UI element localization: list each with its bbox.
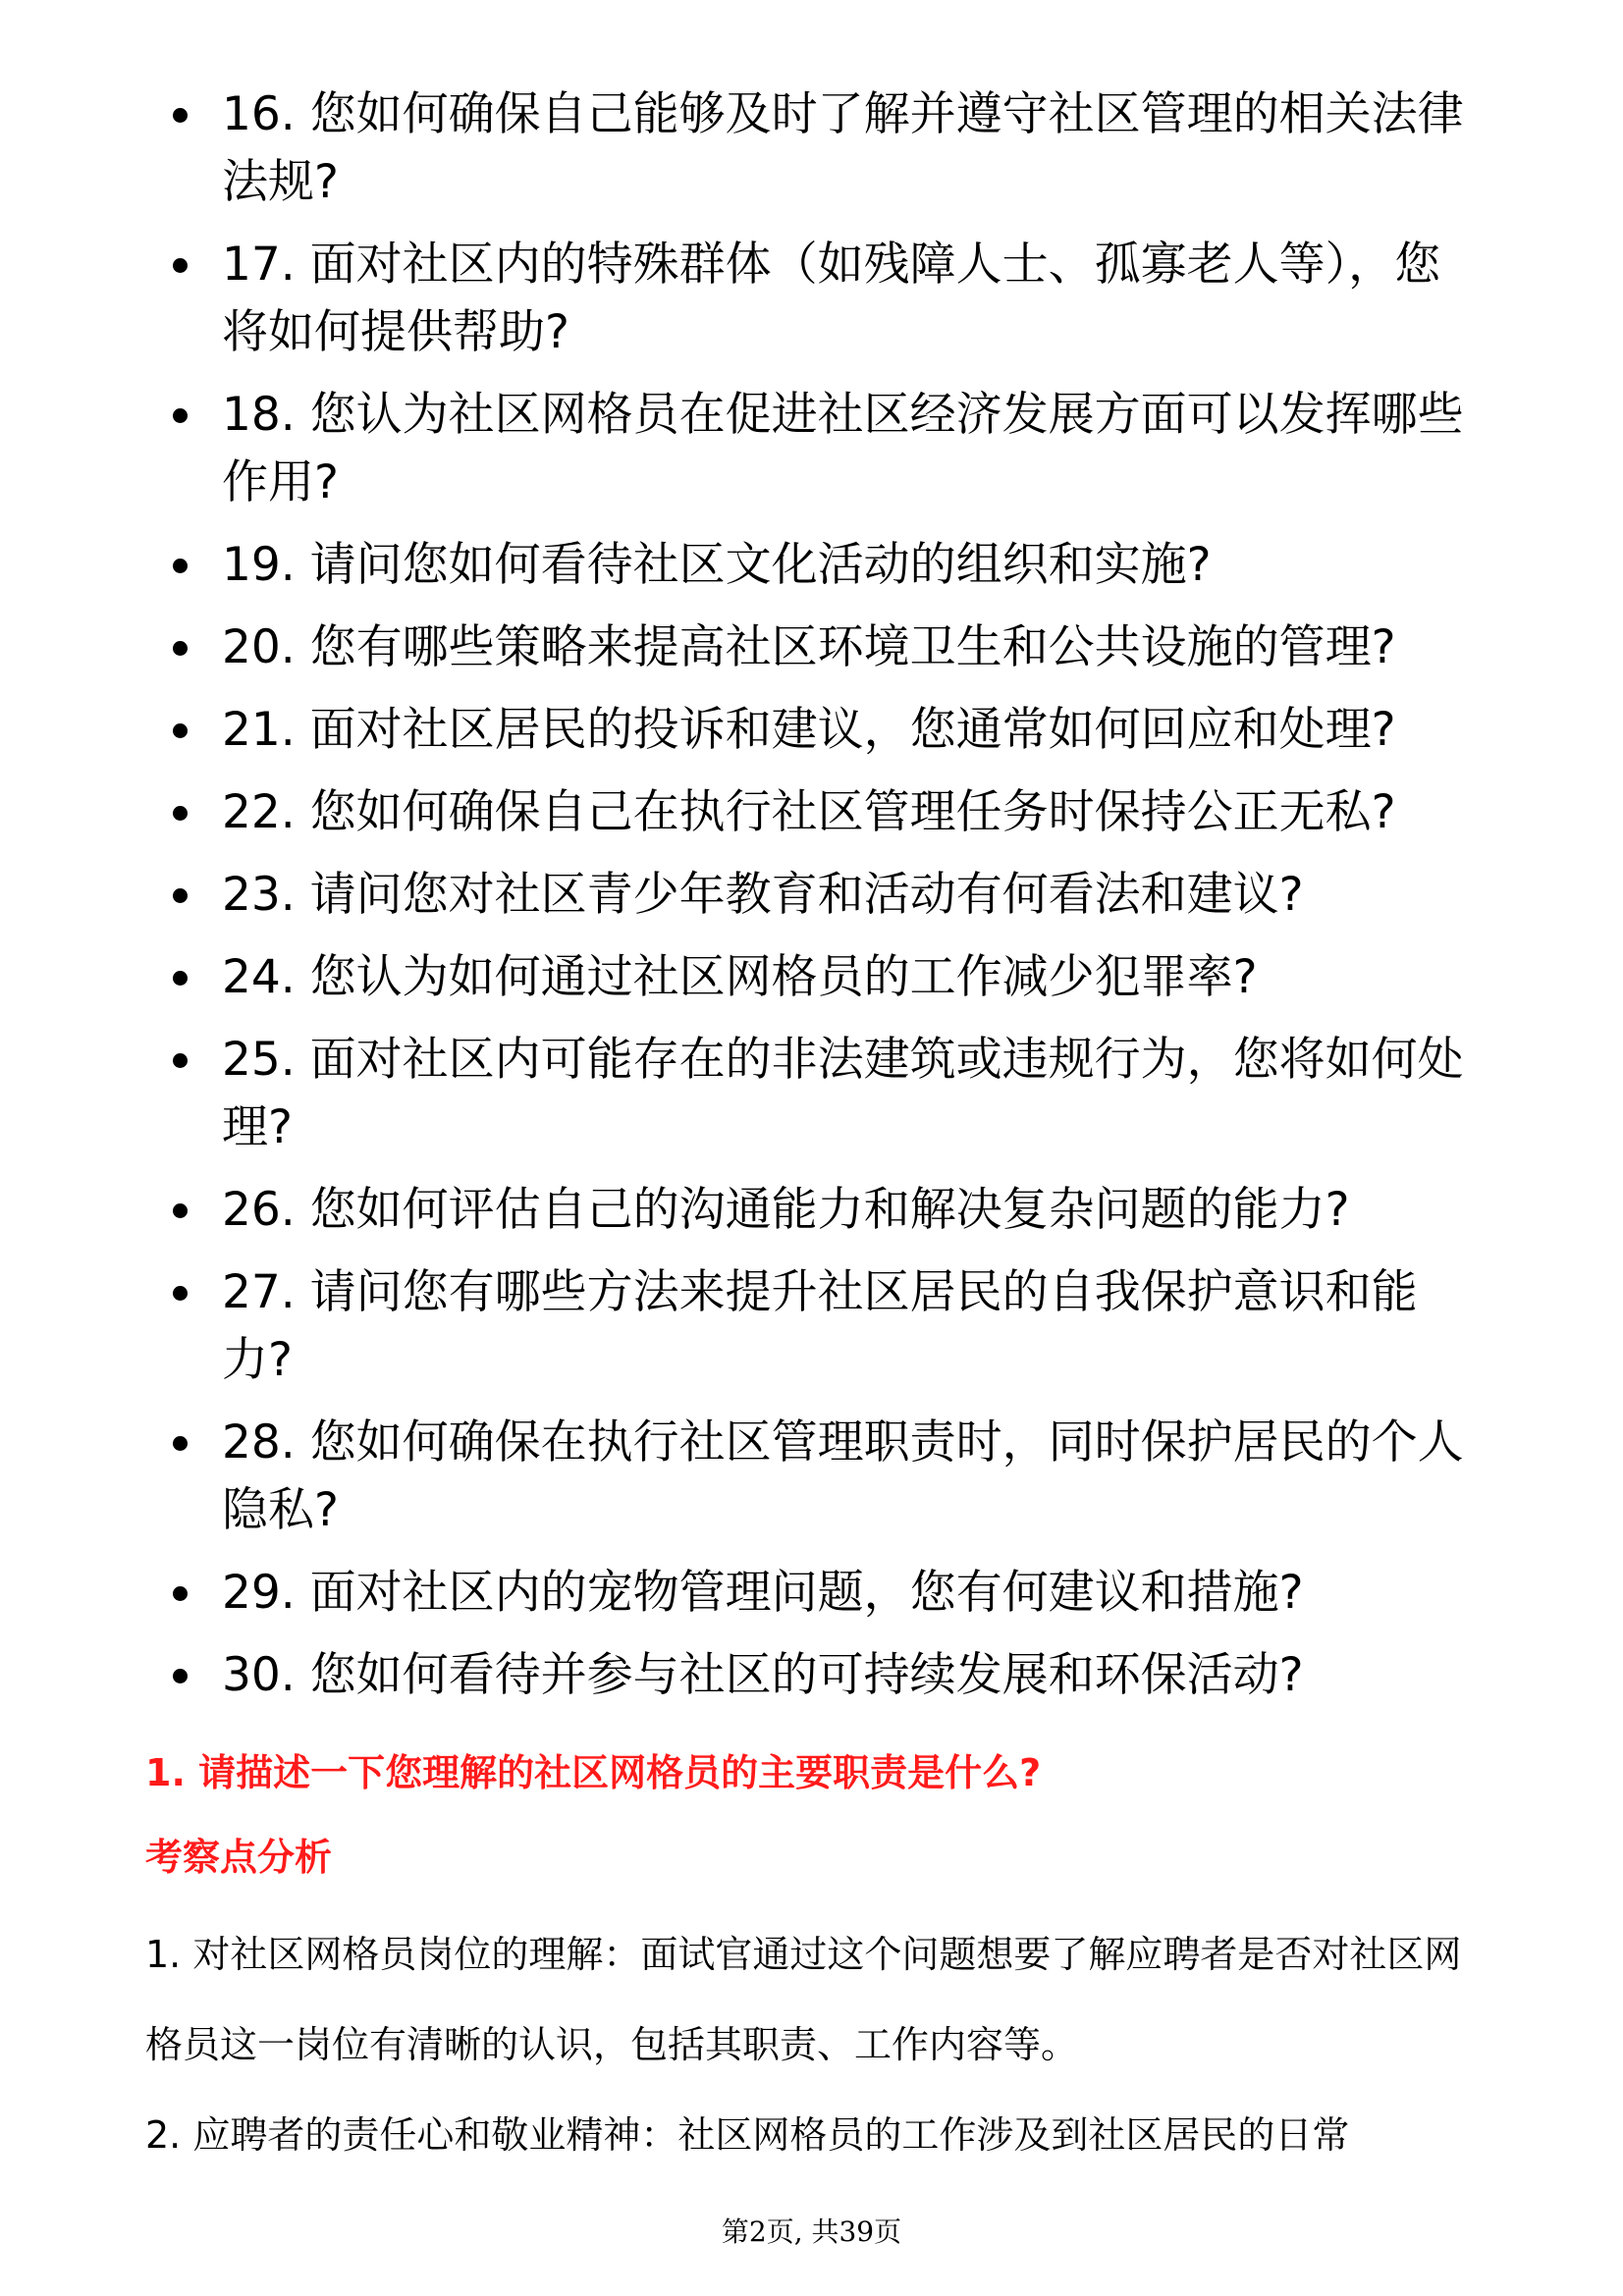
list-item	[169, 80, 1485, 216]
bullet-icon	[173, 641, 188, 656]
bullet-icon	[173, 408, 188, 423]
list-item	[169, 943, 1485, 1011]
list-item	[169, 1026, 1485, 1161]
bullet-icon	[173, 1436, 188, 1451]
bullet-icon	[173, 1669, 188, 1683]
bullet-icon	[173, 806, 188, 821]
list-item	[169, 696, 1485, 764]
bullet-icon	[173, 723, 188, 738]
question-list	[169, 80, 1485, 1724]
analysis-point: 1. 对社区网格员岗位的理解：面试官通过这个问题想要了解应聘者是否对社区网格员这一岗位有清晰的认识，包括其职责、工作内容等。	[145, 1933, 1462, 2066]
analysis-heading: 考察点分析	[145, 1836, 333, 1879]
question-text: 24. 您认为如何通过社区网格员的工作减少犯罪率?	[222, 950, 1258, 1004]
list-item	[169, 1641, 1485, 1709]
question-text: 20. 您有哪些策略来提高社区环境卫生和公共设施的管理?	[222, 620, 1396, 674]
question-text: 26. 您如何评估自己的沟通能力和解决复杂问题的能力?	[222, 1183, 1350, 1237]
question-text: 28. 您如何确保在执行社区管理职责时，同时保护居民的个人隐私?	[222, 1415, 1464, 1537]
page-number: 第2页, 共39页	[721, 2216, 902, 2248]
bullet-icon	[173, 1286, 188, 1301]
bullet-icon	[173, 971, 188, 986]
bullet-icon	[173, 258, 188, 273]
question-text: 21. 面对社区居民的投诉和建议，您通常如何回应和处理?	[222, 703, 1396, 757]
question-text: 29. 面对社区内的宠物管理问题，您有何建议和措施?	[222, 1566, 1304, 1620]
question-text: 27. 请问您有哪些方法来提升社区居民的自我保护意识和能力?	[222, 1265, 1418, 1387]
list-item	[169, 1409, 1485, 1544]
analysis-point: 2. 应聘者的责任心和敬业精神：社区网格员的工作涉及到社区居民的日常	[145, 2113, 1350, 2157]
bullet-icon	[173, 1586, 188, 1601]
question-text: 22. 您如何确保自己在执行社区管理任务时保持公正无私?	[222, 785, 1396, 839]
list-item	[169, 778, 1485, 846]
bullet-icon	[173, 559, 188, 573]
list-item	[169, 1559, 1485, 1627]
list-item	[169, 381, 1485, 516]
list-item	[169, 614, 1485, 681]
list-item	[169, 1176, 1485, 1244]
list-item	[169, 861, 1485, 929]
question-heading: 1. 请描述一下您理解的社区网格员的主要职责是什么?	[145, 1751, 1042, 1794]
bullet-icon	[173, 1053, 188, 1068]
list-item	[169, 531, 1485, 599]
question-text: 16. 您如何确保自己能够及时了解并遵守社区管理的相关法律法规?	[222, 87, 1464, 209]
list-item	[169, 231, 1485, 366]
list-item	[169, 1258, 1485, 1394]
question-text: 18. 您认为社区网格员在促进社区经济发展方面可以发挥哪些作用?	[222, 388, 1464, 509]
question-text: 17. 面对社区内的特殊群体（如残障人士、孤寡老人等），您将如何提供帮助?	[222, 238, 1441, 359]
question-text: 19. 请问您如何看待社区文化活动的组织和实施?	[222, 538, 1212, 592]
question-text: 30. 您如何看待并参与社区的可持续发展和环保活动?	[222, 1648, 1304, 1702]
bullet-icon	[173, 1203, 188, 1218]
analysis-body	[145, 1909, 1473, 2180]
bullet-icon	[173, 888, 188, 903]
question-text: 23. 请问您对社区青少年教育和活动有何看法和建议?	[222, 868, 1304, 922]
bullet-icon	[173, 108, 188, 123]
question-text: 25. 面对社区内可能存在的非法建筑或违规行为，您将如何处理?	[222, 1033, 1464, 1154]
